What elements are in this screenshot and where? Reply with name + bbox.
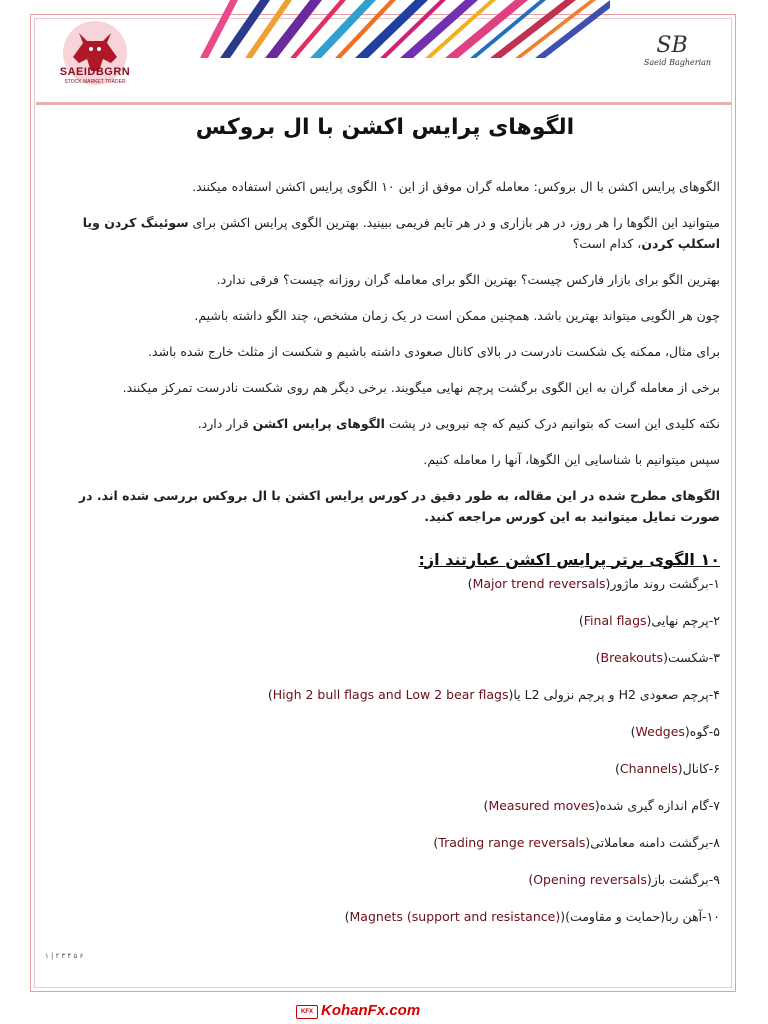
paragraph-7 xyxy=(56,413,720,434)
list-item xyxy=(56,870,720,907)
list-item xyxy=(56,611,720,648)
page-number: ۱ | ۲ ۳ ۴ ۵ ۶ xyxy=(45,952,84,960)
paragraph-2-text-a: میتوانید این الگوها را هر روز، در هر بازاری و در هر تایم فریمی ببینید. بهترین الگوی پرایس اکشن برای xyxy=(188,215,720,230)
monogram-text: SB xyxy=(656,33,688,58)
paragraph-2-bold: سوئینگ کردن ویا اسکلپ کردن xyxy=(82,215,720,251)
list-item-tail: ) xyxy=(467,576,473,591)
list-item-fa: ۸-برگشت دامنه معاملاتی( xyxy=(585,835,720,850)
footer-site-link[interactable]: KohanFx.com xyxy=(321,1002,421,1019)
signature-monogram xyxy=(642,28,702,60)
list-item-tail: ) xyxy=(615,761,620,776)
list-item-fa: ۵-گوه( xyxy=(684,724,720,739)
list-item xyxy=(56,907,720,944)
paragraph-4: چون هر الگویی میتواند بهترین باشد. همچنین ممکن است در یک زمان مشخص، چند الگو داشته باشیم. xyxy=(194,308,720,323)
list-item-tail: ) xyxy=(267,687,273,702)
list-item-fa: ۴-پرچم صعودی H2 و پرچم نزولی L2 یا( xyxy=(508,687,720,702)
decorative-banner xyxy=(190,0,610,58)
list-item xyxy=(56,685,720,722)
brand-subtitle: STOCK MARKET TRADER xyxy=(64,79,126,85)
list-item-en[interactable]: Final flags xyxy=(583,613,647,628)
list-item-en[interactable]: Magnets (support and resistance) xyxy=(349,909,561,924)
paragraph-9: الگوهای مطرح شده در این مقاله، به طور دقیق در کورس پرایس اکشن با ال بروکس بررسی شده اند. در صورت تمایل میتوانید به این کورس مراجعه کنید. xyxy=(78,488,720,524)
list-item-tail: ) xyxy=(344,909,350,924)
paragraph-5: برای مثال، ممکنه یک شکست نادرست در بالای کانال صعودی داشته باشیم و شکست از مثلث خارج شده باشد. xyxy=(148,344,720,359)
list-item-tail: ) xyxy=(483,798,489,813)
list-item xyxy=(56,722,720,759)
brand-name: SAEIDBGRN xyxy=(59,66,131,78)
list-item-tail: ) xyxy=(630,724,636,739)
list-item-en[interactable]: Measured moves xyxy=(488,798,595,813)
paragraph-7-text-a: نکته کلیدی این است که بتوانیم درک کنیم که چه نیرویی در پشت xyxy=(384,416,720,431)
paragraph-2 xyxy=(56,212,720,254)
footer-logo[interactable] xyxy=(296,1002,476,1020)
list-item-en[interactable]: Breakouts xyxy=(600,650,664,665)
list-item-fa: ۶-کانال( xyxy=(677,761,720,776)
page-title: الگوهای پرایس اکشن با ال بروکس xyxy=(195,115,575,140)
list-item xyxy=(56,759,720,796)
list-item-fa: ۷-گام اندازه گیری شده( xyxy=(594,798,720,813)
list-item-en[interactable]: Channels xyxy=(619,761,678,776)
list-item-en[interactable]: Major trend reversals xyxy=(472,576,606,591)
article-body xyxy=(56,176,720,944)
list-item xyxy=(56,796,720,833)
list-item-en[interactable]: Trading range reversals xyxy=(438,835,586,850)
paragraph-1: الگوهای پرایس اکشن با ال بروکس: معامله گران موفق از این ۱۰ الگوی پرایس اکشن استفاده میکنند. xyxy=(192,179,720,194)
paragraph-7-link[interactable]: الگوهای پرایس اکشن xyxy=(252,416,385,431)
list-item-tail: ) xyxy=(578,613,584,628)
list-item-fa: ۱۰-آهن ربا(حمایت و مقاومت)( xyxy=(560,909,720,924)
list-item-fa: ۹-برگشت باز( xyxy=(646,872,720,887)
header-divider xyxy=(36,102,732,105)
list-item-fa: ۳-شکست( xyxy=(663,650,720,665)
paragraph-2-text-c: ، کدام است؟ xyxy=(572,236,642,251)
paragraph-3: بهترین الگو برای بازار فارکس چیست؟ بهترین الگو برای معامله گران روزانه چیست؟ فرقی ندارد. xyxy=(216,272,720,287)
signature-text: Saeid Bagherian xyxy=(643,58,712,67)
paragraph-7-text-c: قرار دارد. xyxy=(197,416,253,431)
list-item-tail: ) xyxy=(528,872,534,887)
list-item-tail: ) xyxy=(595,650,601,665)
list-item xyxy=(56,648,720,685)
paragraph-8: سپس میتوانیم با شناسایی این الگوها، آنها را معامله کنیم. xyxy=(423,452,720,467)
list-item-en[interactable]: High 2 bull flags and Low 2 bear flags xyxy=(272,687,509,702)
kfx-badge-icon: KFX xyxy=(296,1005,318,1019)
list-item-tail: ) xyxy=(433,835,439,850)
list-item-fa: ۲-پرچم نهایی( xyxy=(646,613,720,628)
list-item xyxy=(56,574,720,611)
list-item-fa: ۱-برگشت روند ماژور( xyxy=(605,576,720,591)
list-item-en[interactable]: Opening reversals xyxy=(533,872,647,887)
paragraph-6: برخی از معامله گران به این الگوی برگشت پرچم نهایی میگویند. برخی دیگر هم روی شکست نادرست تمرکز میکنند. xyxy=(122,380,720,395)
list-item xyxy=(56,833,720,870)
list-heading: ۱۰ الگوی برتر پرایس اکشن عبارتند از: xyxy=(418,550,720,569)
pattern-list xyxy=(56,574,720,944)
list-item-en[interactable]: Wedges xyxy=(635,724,685,739)
